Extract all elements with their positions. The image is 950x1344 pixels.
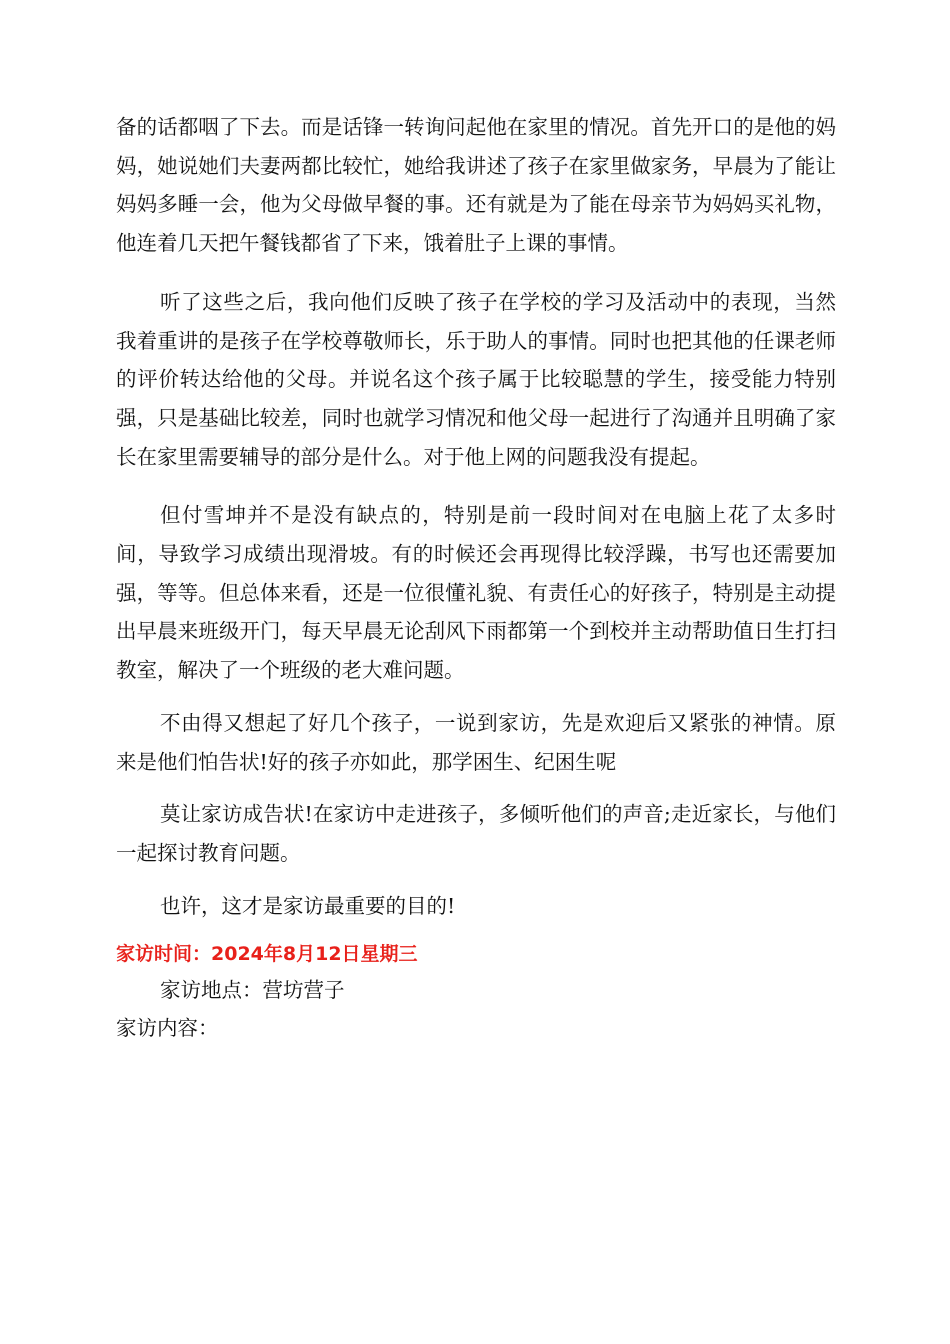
visit-content-label: 家访内容： xyxy=(116,1016,219,1041)
visit-place: 家访地点：营坊营子 xyxy=(160,978,345,1003)
paragraph-1: 备的话都咽了下去。而是话锋一转询问起他在家里的情况。首先开口的是他的妈妈，她说她们夫妻两都比较忙，她给我讲述了孩子在家里做家务，早晨为了能让妈妈多睡一会，他为父母做早餐的事。还有就是为了能在母亲节为妈妈买礼物，他连着几天把午餐钱都省了下来，饿着肚子上课的事情。 xyxy=(116,115,836,256)
paragraph-3: 但付雪坤并不是没有缺点的，特别是前一段时间对在电脑上花了太多时间，导致学习成绩出现滑坡。有的时候还会再现得比较浮躁，书写也还需要加强，等等。但总体来看，还是一位很懂礼貌、有责任心的好孩子，特别是主动提出早晨来班级开门，每天早晨无论刮风下雨都第一个到校并主动帮助值日生打扫教室，解决了一个班级的老大难问题。 xyxy=(116,503,836,683)
paragraph-4: 不由得又想起了好几个孩子，一说到家访，先是欢迎后又紧张的神情。原来是他们怕告状!好的孩子亦如此，那学困生、纪困生呢 xyxy=(116,710,836,774)
paragraph-5: 莫让家访成告状!在家访中走进孩子，多倾听他们的声音;走近家长，与他们一起探讨教育问题。 xyxy=(116,802,836,865)
document-page xyxy=(116,108,836,1047)
paragraph-2: 听了这些之后，我向他们反映了孩子在学校的学习及活动中的表现，当然我着重讲的是孩子在学校尊敬师长，乐于助人的事情。同时也把其他的任课老师的评价转达给他的父母。并说名这个孩子属于比较聪慧的学生，接受能力特别强，只是基础比较差，同时也就学习情况和他父母一起进行了沟通并且明确了家长在家里需要辅导的部分是什么。对于他上网的问题我没有提起。 xyxy=(116,289,836,469)
visit-time-heading: 家访时间：2024年8月12日星期三 xyxy=(116,943,418,966)
paragraph-6: 也许，这才是家访最重要的目的! xyxy=(160,893,456,918)
